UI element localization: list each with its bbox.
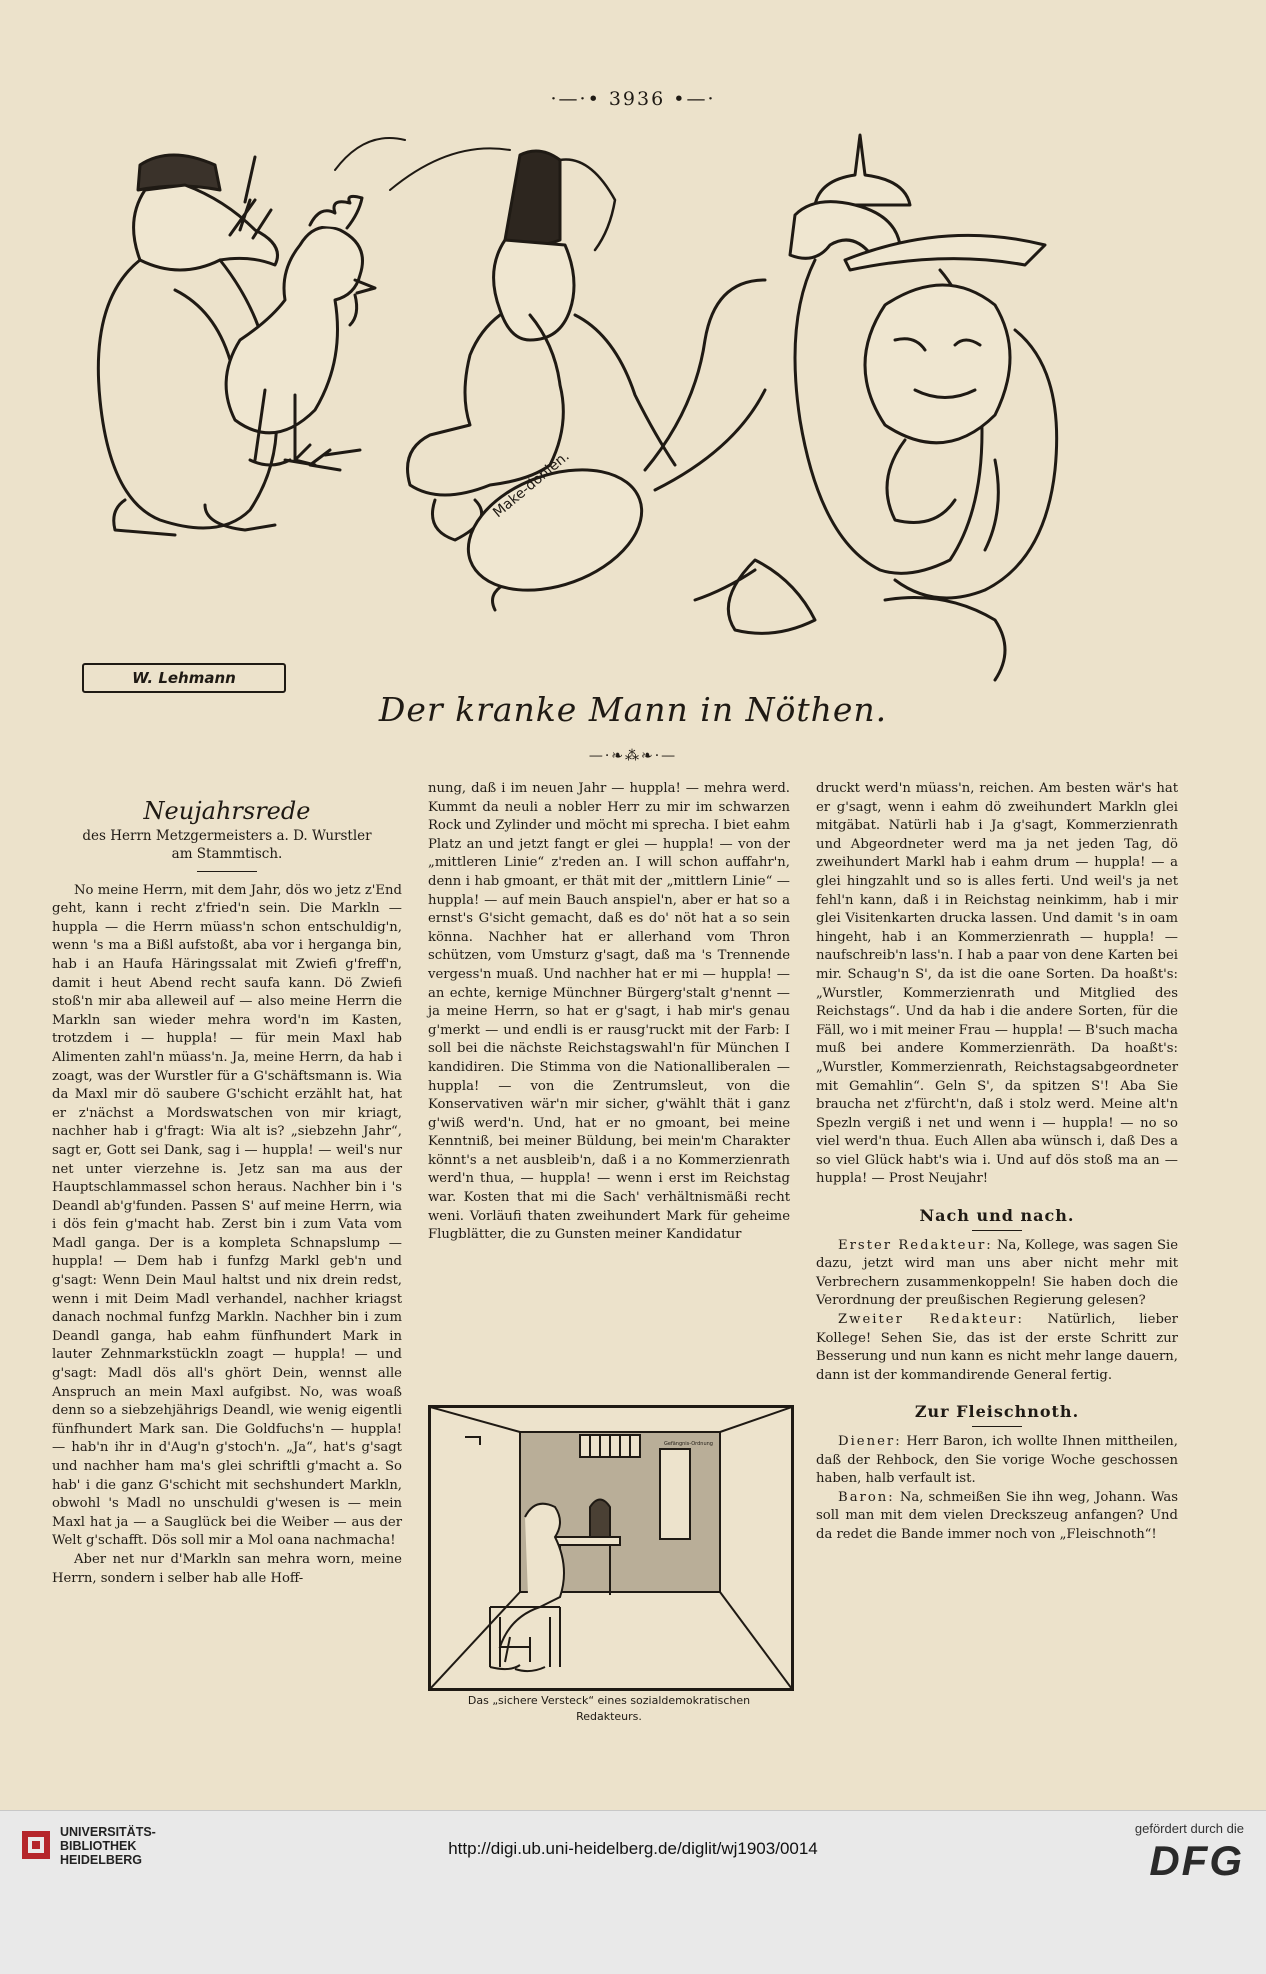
cell-illustration-caption [428,1693,790,1725]
cell-caption-line2: Redakteurs. [576,1710,642,1723]
dialogue-text: Natürlich, lieber Kollege! Sehen Sie, das ist der erste Schritt zur Besserung und nun kann es nicht mehr lange dauern, dann ist der kommandirende General fertig. [816,1312,1178,1383]
turk-figure [335,138,765,612]
dialogue-line [816,1237,1178,1311]
dialogue-text: Na, Kollege, was sagen Sie dazu, jetzt wird man uns aber nicht mehr mit Verbrechern zusammenkoppeln! Sie haben doch die Verordnung der preußischen Regierung gelesen? [816,1237,1179,1309]
sponsor-note: gefördert durch die [1134,1821,1244,1836]
title-rule [197,871,257,872]
prison-cell-drawing [430,1407,792,1689]
lion-figure [845,235,1057,680]
library-line3: HEIDELBERG [60,1853,142,1867]
dialogue-text: Herr Baron, ich wollte Ihnen mittheilen, daß der Rehbock, den Sie vorige Woche geschossen haben, halb verfault ist. [816,1434,1178,1487]
dfg-logo[interactable]: DFG [1149,1837,1244,1884]
article-paragraph: No meine Herrn, mit dem Jahr, dös wo jetz z'End geht, kann i recht z'fried'n sein. Die Markln — huppla — die Herrn müass'n schon entschuldig'n, wenn 's ma a Bißl aufstoßt, aba vor i herganga bin, hab i an Haufa Häringssalat mit Zwiefi g'freff'n, damit i heut Abend recht saufa kann. Dö Zwiefi stoß'n mir aba alleweil auf — also meine Herrn die Markln san wieder mehra word'n im Kasten, trotzdem i — huppla! — für mein Maxl hab Alimenten zahl'n müass'n. Ja, meine Herrn, da hab i zoagt, was der Wurstler für a G'schäftsmann is. Wia da Maxl mir dö saubere G'schicht erzählt hat, hat er z'nächst a Mordswatschen von mir kriagt, nachher hab i g'fragt: Wia alt is? „siebzehn Jahr“, sagt er, Gott sei Dank, sag i — huppla! — weil's nur net unter vierzehne is. Jetz san ma aus der Hauptschlammassel schon heraus. Nachher bin i 's Deandl ab'g'funden. Passen S' auf meine Herrn, wia i dös fein g'macht hab. Zerst bin i zum Vata vom Madl ganga. Der is a kompleta Schnapslump — huppla! — Dem hab i funfzg Markl geb'n und g'sagt: Wenn Dein Maul haltst und nix drein redst, wenn i mit Deim Madl verhandel, nachher kriagst danach nochmal funfzg Markln. Nachher bin i zum Deandl ganga, hab eahm fünfhundert Mark in lauter Zehnmarkstückln zoagt — huppla! — und g'sagt: Madl dös all's ghört Dein, wennst alle Anspruch an mein Maxl aufgibst. No, was woaß denn so a siebzehjährigs Deandl, wie wenig eigentli fünfhundert Mark san. Die Goldfuchs'n — huppla! — hab'n ihr in d'Aug'n g'stoch'n. „Ja“, hat's g'sagt und nachher ham ma's glei schriftli g'macht a. So hab' i die ganz G'schicht mit sechshundert Markln, obwohl 's Madl no unschuldi g'wesen is — mein Maxl hat ja — a Sauglück bei die Weiber — aus der Welt g'schafft. Dös soll mir a Mol oana nachmacha! [52,882,402,1549]
speaker-label: Diener: [838,1434,902,1449]
page-number-value: 3936 [608,88,666,110]
article-subtitle-line2: am Stammtisch. [171,845,283,862]
article-paragraph: nung, daß i im neuen Jahr — huppla! — mehra werd. Kummt da neuli a nobler Herr zu mir im schwarzen Rock und Zylinder und möcht mi sprecha. I biet eahm Platz an und jetzt fangt er glei — huppla! — von der „mittleren Linie“ z'reden an. I will schon auffahr'n, denn i hab gmoant, er thät mit der „mittlern Linie“ — huppla! — auf mein Bauch anspiel'n, aber er hat so a ernst's G'sicht gemacht, daß es do' nöt hat a so sein könna. Nachher hat er allerhand vom Thron schützen, vom Umsturz g'sagt, daß ma 's Trennende vergess'n muaß. Und nachher hat er mi — huppla! — an echte, kernige Münchner Bürgerg'stalt g'nennt — ja meine Herrn, so hat er g'sagt, i hab mir's genau g'merkt — und endli is er rausg'ruckt mit der Farb: I soll bei die nächste Reichstagswahl'n für München I kandidiren. Die Stimma von die Nationalliberalen — huppla! — von die Zentrumsleut, von die Konservativen wär'n mir sicher, g'wählt thät i ganz g'wiß werd'n. Und, hat er no gmoant, bei meine Kenntniß, bei meiner Büldung, bei mein'm Charakter könnt's a net ausbleib'n, daß i a no Kommerzienrath werd'n thua, — huppla! — wenn i erst im Reichstag war. Kosten that mi die Sach' verhältnismäßi recht weni. Vorläufi thaten zweihundert Mark für geheime Flugblätter, die zu Gunsten meiner Kandidatur [428,781,790,1243]
page-number-ornament-left: ·—·• [550,88,601,110]
cartoon-drawing [55,130,1215,690]
page-number [0,88,1266,110]
speaker-label: Zweiter Redakteur: [838,1312,1024,1328]
speaker-label: Erster Redakteur: [838,1237,993,1253]
permalink-url[interactable]: http://digi.ub.uni-heidelberg.de/diglit/wj1903/0014 [448,1839,818,1858]
speaker-label: Baron: [838,1489,895,1505]
prison-cell-illustration [428,1405,794,1691]
dialogue-text: Na, schmeißen Sie ihn weg, Johann. Was soll man mit dem vielen Dreckszeug anfangen? Und da redet die Bande immer noch von „Fleischnoth“! [816,1489,1178,1542]
cartoon-title: Der kranke Mann in Nöthen. [378,690,888,729]
dialogue-line [816,1311,1178,1385]
cell-sign: Gefängnis-Ordnung [664,1441,713,1447]
cartoon-sick-man-illustration [55,130,1215,690]
cell-caption-line1: Das „sichere Versteck“ eines sozialdemokratischen [467,1694,751,1707]
ornament-divider: —·❧⁂❧·— [588,748,678,764]
dialogue-line [816,1489,1178,1545]
section-title-nach-und-nach: Nach und nach. [919,1206,1075,1226]
digitization-footer [0,1810,1266,1974]
library-line1: UNIVERSITÄTS- [60,1825,156,1839]
library-line2: BIBLIOTHEK [60,1839,137,1853]
article-paragraph: druckt werd'n müass'n, reichen. Am besten wär's hat er g'sagt, wenn i eahm dö zweihundert Markln glei mitgäbat. Natürli hab i Ja g'sagt, Kommerzienrath und Abgeordneter werd ma ja net jeden Tag, dö zweihundert Markl hab i eahm drum — huppla! — a glei hingzahlt und so is alles ferti. Und weil's ja net fehl'n kann, daß i in Reichstag neinkimm, hab i mir glei Visitenkarten drucka lassen. Und damit 's in oam hingeht, hab i an Kommerzienrath — huppla! — naufschreib'n lass'n. I hab a paar von dene Karten bei mir. Schaug'n S', da ist die oane Sorten. Da hoaßt's: „Wurstler, Kommerzienrath und Mitglied des Reichstags“. Und da hab i die andere Sorten, für die Fäll, wo i mit meiner Frau — huppla! — B'such macha muß bei andere Kommerzienräth. Da hoaßt's: „Wurstler, Kommerzienrath, Reichstagsabgeordneter mit Gemahlin“. Geln S', da spitzen S'! Aba Sie braucha net z'fürcht'n, daß i stolz werd. Meine alt'n Spezln vergiß i net und wenn i — huppla! — no so viel werd'n thua. Euch Allen aba wünsch i, daß Des a so viel Glück habt's wia i. Und auf dös stoß ma an — huppla! — Prost Neujahr! [816,781,1178,1187]
section-title-fleischnoth: Zur Fleischnoth. [914,1402,1080,1422]
pot-label: Make-donien. [490,448,573,522]
column-1 [52,780,402,1588]
column-2 [428,780,790,1245]
section-rule [972,1230,1022,1231]
artist-signature: W. Lehmann [82,663,286,693]
column-3 [816,780,1178,1545]
article-subtitle-line1: des Herrn Metzgermeisters a. D. Wurstler [82,827,372,844]
dialogue-line [816,1433,1178,1489]
page-number-ornament-right: •—· [673,88,716,110]
article-title: Neujahrsrede [143,797,311,825]
article-paragraph: Aber net nur d'Markln san mehra worn, meine Herrn, sondern i selber hab alle Hoff- [52,1551,402,1586]
section-rule [972,1426,1022,1427]
